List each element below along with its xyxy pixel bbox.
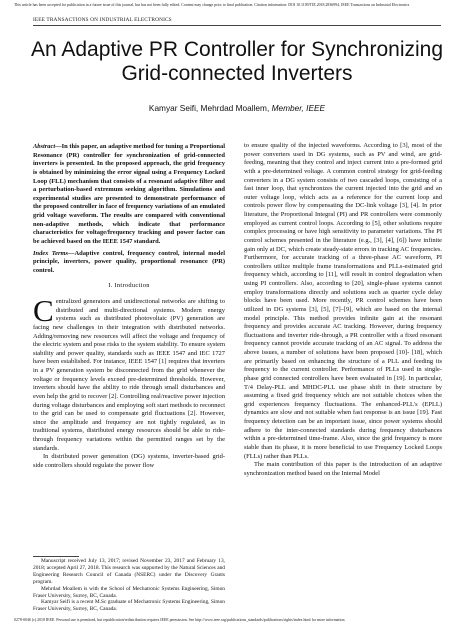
intro-paragraph-2: In distributed power generation (DG) systems, inverter-based grid-side controllers should regulate the power flow [33, 453, 225, 469]
section-heading-introduction: I. Introduction [108, 282, 150, 290]
abstract-label: Abstract [33, 143, 56, 150]
footnote-manuscript: Manuscript received July 13, 2017; revised November 23, 2017 and February 13, 2018; accepted April 27, 2018. This research was supported by the Natural Sciences and Engineering Research Council of Canada (NSERC) under the Discovery Grants program. [33, 558, 225, 585]
paper-title [20, 38, 454, 86]
copyright-footer: 0278-0046 (c) 2018 IEEE. Personal use is permitted, but republication/redistribution requires IEEE permission. See http://www.ieee.org/publications_standards/publications/rights/index.html for more information. [14, 618, 346, 622]
footnotes [33, 558, 225, 613]
index-terms-label: Index Terms [33, 249, 69, 257]
intro-paragraph-4: The main contribution of this paper is the introduction of an adaptive synchronization method based on the Internal Model [244, 461, 442, 477]
left-column [33, 143, 225, 471]
footnote-author-2: Kamyar Seifi is a recent M.Sc graduate of Mechatronic Systems Engineering, Simon Fraser University, Surrey, BC, Canada. [33, 599, 225, 613]
intro-paragraph-3: to ensure quality of the injected waveforms. According to [3], most of the power converters used in DG systems, such as PV and wind, are grid-feeding, meaning that they control and inject current into a pre-formed grid with a pre-determined voltage. A common control strategy for grid-feeding converters in a DG system consists of two cascaded loops, consisting of a fast inner loop, that synchronizes the current injected into the grid and an outer voltage loop, which acts as a reference for the current loop and controls power flow by compensating the DC-link voltage [3], [4]. In prior literature, the Proportional Integral (PI) and PR controllers were commonly employed as current control loops. According to [5], other solutions require complex processing or have high sensitivity to parameter variations. The PI control schemes presented in the literature (e.g., [3], [4], [6]) have infinite gain only at DC, which create steady-state errors in tracking AC frequencies. Furthermore, for accurate tracking of a three-phase AC waveform, PI controllers utilize multiple frame transformations and PLLs-estimated grid frequency which, according to [11], will result in control degradation when using PI controllers. Also, according to [20], single-phase systems cannot employ transformations directly and solutions such as quarter cycle delay blocks have been used. More recently, PR control schemes have been utilized in DG systems [3], [5], [7]–[9], which are based on the internal model principle. This method provides infinite gain at the resonant frequency and provides accurate AC tracking. However, during frequency fluctuations and inverter ride-through, a PR controller with a fixed resonant frequency cannot provide accurate tracking of an AC signal. To address the above issues, a number of solutions have been proposed [10]- [18], which are primarily based on enhancing the structure of a PLL and feeding its frequency to the current controller. Performance of PLLs used in single-phase grid connected controllers have been evaluated in [19]. In particular, T/4 Delay-PLL and MHDC-PLL use phase shift in their structure by assuming a fixed grid frequency which are not suitable choices when the grid experiences frequency fluctuations. The enhanced-PLL's (EPLL) dynamics are slow and not suitable when fast response is an issue [19]. Fast frequency detection can be an important issue, since power systems should adhere to the inter-connected standards during frequency disturbances within a pre-determined time-frame. Also, since the grid frequency is more stable than its phase, it is more beneficial to use Frequency Locked Loops (FLLs) rather than PLLs. [244, 142, 442, 460]
journal-name: IEEE TRANSACTIONS ON INDUSTRIAL ELECTRONICS [33, 17, 172, 23]
header-rule [33, 25, 441, 26]
title-line-2: Grid-connected Inverters [121, 62, 353, 85]
index-terms [33, 250, 225, 276]
author-membership: Member, IEEE [271, 103, 326, 113]
intro-paragraph-1 [33, 293, 225, 453]
abstract-text: —In this paper, an adaptive method for tuning a Proportional Resonance (PR) controller for synchronization of grid-connected inverters is presented. In the proposed approach, the grid frequency is obtained by minimizing the error signal using a Frequency Locked Loop (FLL) mechanism that consists of a resonant adaptive filter and a perturbation-based extremum seeking algorithm. Simulations and experimental studies are presented to demonstrate performance of the proposed controller in face of frequency variations of an emulated grid voltage waveform. The results are compared with conventional non-adaptive methods, which indicate that performance characteristics for voltage/frequency tracking and power factor can be achieved based on the IEEE 1547 standard. [33, 143, 225, 245]
publication-notice: This article has been accepted for publication in a future issue of this journal, but has not been fully edited. Content may change prior to final publication. Citation information: DOI 10.1109/TIE.2018.2836994, IEEE Transactions on Industrial Electronics [14, 3, 410, 7]
index-terms-text: —Adaptive control, frequency control, internal model principle, inverters, power quality, proportional resonance (PR) control. [33, 249, 225, 274]
footnote-author-1: Mehrdad Moallem is with the School of Mechatronic Systems Engineering, Simon Fraser University, Surrey, BC, Canada. [33, 585, 225, 599]
title-line-1: An Adaptive PR Controller for Synchronizing [30, 38, 444, 61]
abstract [33, 143, 225, 247]
footnote-rule [33, 556, 79, 557]
author-names: Kamyar Seifi, Mehrdad Moallem, [148, 103, 270, 113]
right-column [244, 142, 442, 478]
drop-cap-letter: C [33, 293, 54, 328]
author-line [20, 103, 454, 113]
intro-paragraph-1-text: entralized generators and unidirectional networks are shifting to distributed and multi-directional systems. Modern energy systems such as distributed photovoltaic (PV) generation are facing new challenges in their integration with distributed networks. Adding/removing new resources will affect the voltage and frequency of the electric system and pose risks to the system stability. To ensure system stability and power quality, standards such as IEEE 1547 and IEC 1727 have been established. For instance, IEEE 1547 [1] requires that inverters in a PV generation system be disconnected from the grid whenever the voltage or frequency levels exceed pre-determined thresholds. However, inverters should have the ability to ride through small disturbances and even help the grid to recover [2]. Controlling real/reactive power injection during voltage disturbances and employing soft start methods to reconnect to the grid can be used to compensate grid fluctuations [2]. However, since the amplitude and frequency are not tightly regulated, as in traditional systems, distributed energy resources should be able to ride-through frequency variations within the permitted ranges set by the standards. [33, 298, 225, 452]
